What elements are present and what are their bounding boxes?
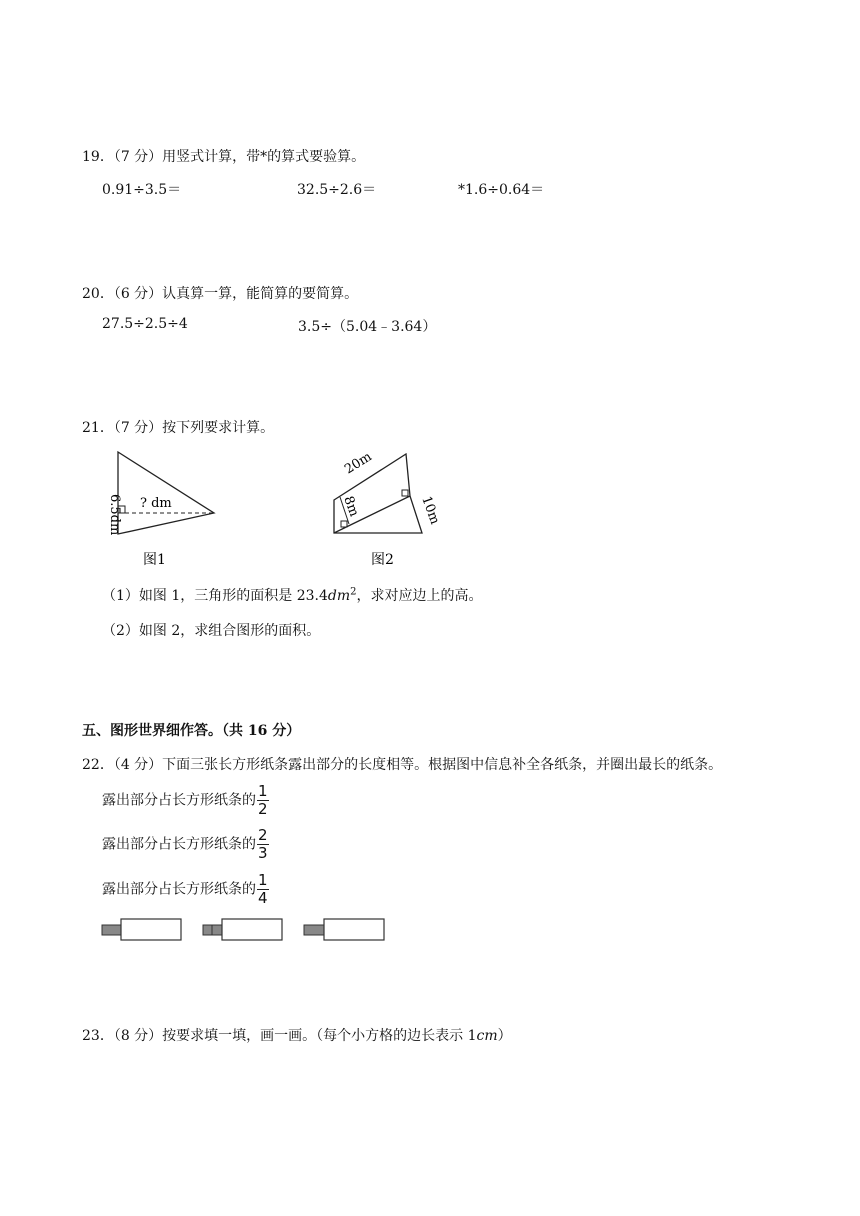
q20-number: 20． [82,286,114,302]
q19-number: 19． [82,149,114,165]
paper-strip-3 [304,919,384,940]
fig2-top-label: 20m [342,449,375,478]
fig2-inner-label: 8m [340,494,362,519]
fig2-caption: 图2 [371,552,394,568]
paper-strip-2 [203,919,282,940]
q19-expr-2: 32.5÷2.6＝ [297,182,377,198]
right-angle-mark-right [402,490,408,496]
q21-sub1-prefix: （1）如图 1，三角形的面积是 23.4 [102,588,328,604]
fig2-right-label: 10m [418,494,443,527]
fraction-denominator: 4 [258,889,268,907]
fraction-two-thirds [257,828,269,861]
q21-sub1-power: 2 [350,586,357,598]
q19-heading [82,146,365,166]
q19-instruction: （7 分）用竖式计算，带*的算式要验算。 [113,149,366,165]
q22-number: 22． [82,757,114,773]
figure-1-triangle [98,446,238,572]
q20-expr-2: 3.5÷（5.04﹣3.64） [298,319,437,335]
q19-expr-3: *1.6÷0.64＝ [458,182,545,198]
fraction-one-quarter [257,873,269,906]
fraction-one-half [257,784,269,817]
q21-sub1 [102,585,483,605]
q21-sub2: （2）如图 2，求组合图形的面积。 [102,623,321,639]
q21-sub1-unit: dm [327,588,351,604]
q22-strip-text-1: 露出部分占长方形纸条的 [102,792,256,809]
fig1-caption: 图1 [143,552,166,568]
q19-expr-1: 0.91÷3.5＝ [102,182,182,198]
fraction-denominator: 3 [258,844,268,862]
paper-strip-1 [102,919,181,940]
q21-heading [82,417,274,437]
q20-heading [82,283,358,303]
q20-expr-1: 27.5÷2.5÷4 [102,316,188,332]
right-angle-mark-inner [341,521,347,527]
q21-instruction: （7 分）按下列要求计算。 [113,420,275,436]
q22-strip-line-1 [102,784,269,817]
q23-unit: cm [476,1028,498,1044]
q23-number: 23． [82,1028,114,1044]
q23-heading [82,1025,512,1045]
fraction-numerator: 2 [258,826,268,844]
q21-sub1-suffix: ，求对应边上的高。 [356,588,483,604]
triangle-shape [118,452,214,534]
paper-strips-figure [98,916,390,944]
figure-2-composite [326,446,446,572]
fig1-side-label: 6.5dm [107,494,122,536]
fraction-denominator: 2 [258,800,268,818]
q22-strip-line-3 [102,873,269,906]
q22-strip-line-2 [102,828,269,861]
q21-number: 21． [82,420,114,436]
q22-heading [82,754,722,774]
fraction-numerator: 1 [258,782,268,800]
q22-strip-text-3: 露出部分占长方形纸条的 [102,881,256,898]
q20-instruction: （6 分）认真算一算，能简算的要简算。 [113,286,359,302]
fig1-height-label: ? dm [140,496,172,511]
q23-head-suffix: ） [497,1028,512,1044]
q22-strip-text-2: 露出部分占长方形纸条的 [102,836,256,853]
q22-instruction: （4 分）下面三张长方形纸条露出部分的长度相等。根据图中信息补全各纸条，并圈出最长的纸条。 [113,757,723,773]
fraction-numerator: 1 [258,871,268,889]
q23-head-prefix: （8 分）按要求填一填，画一画。（每个小方格的边长表示 1 [113,1028,477,1044]
section-5-title: 五、图形世界细作答。（共 16 分） [82,723,301,739]
